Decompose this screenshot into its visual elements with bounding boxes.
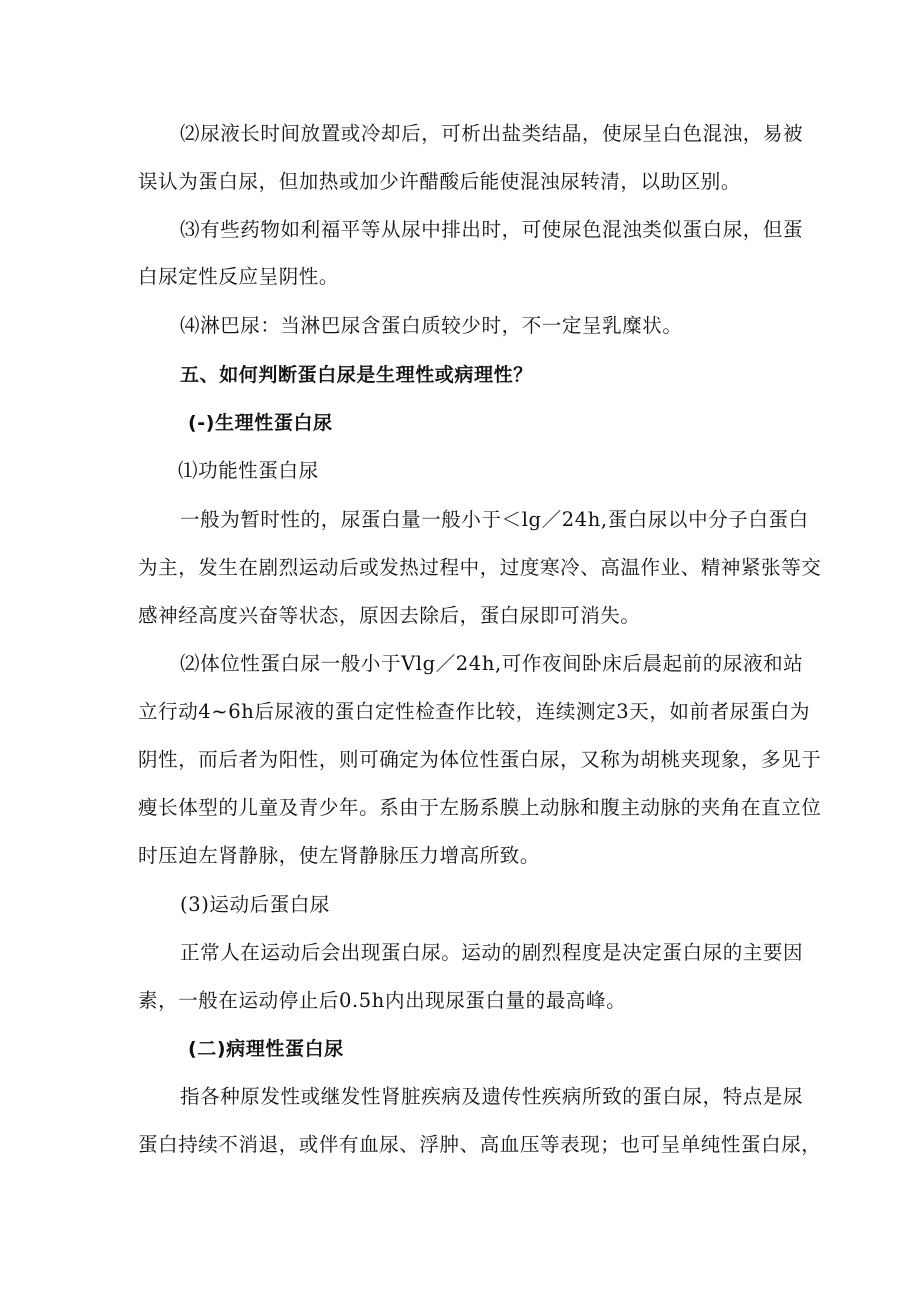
paragraph-line: ⑵体位性蛋白尿一般小于Vlg／24h,可作夜间卧床后晨起前的尿液和站: [180, 652, 804, 675]
paragraph-line: 正常人在运动后会出现蛋白尿。运动的剧烈程度是决定蛋白尿的主要因: [180, 941, 804, 964]
paragraph-line: 立行动4~6h后尿液的蛋白定性检查作比较，连续测定3天，如前者尿蛋白为: [138, 700, 811, 723]
subsection-heading: (-)生理性蛋白尿: [188, 412, 333, 434]
section-heading: 五、如何判断蛋白尿是生理性或病理性？: [180, 364, 533, 386]
item-heading: ⑴功能性蛋白尿: [178, 459, 319, 482]
paragraph-line: 为主，发生在剧烈运动后或发热过程中，过度寒冷、高温作业、精神紧张等交: [138, 556, 822, 579]
paragraph-line: ⑶有些药物如利福平等从尿中排出时，可使尿色混浊类似蛋白尿，但蛋: [180, 218, 804, 241]
item-heading: (3)运动后蛋白尿: [180, 893, 331, 916]
subsection-heading: (二)病理性蛋白尿: [188, 1038, 344, 1060]
paragraph-line: 指各种原发性或继发性肾脏疾病及遗传性疾病所致的蛋白尿，特点是尿: [180, 1085, 804, 1108]
paragraph-line: 白尿定性反应呈阴性。: [138, 265, 340, 288]
paragraph-line: 时压迫左肾静脉，使左肾静脉压力增高所致。: [138, 844, 541, 867]
paragraph-line: 素，一般在运动停止后0.5h内出现尿蛋白量的最高峰。: [138, 989, 627, 1012]
paragraph-line: ⑵尿液长时间放置或冷却后，可析出盐类结晶，使尿呈白色混浊，易被: [180, 122, 804, 145]
paragraph-line: 误认为蛋白尿，但加热或加少许醋酸后能使混浊尿转清，以助区别。: [138, 170, 742, 193]
paragraph-line: 蛋白持续不消退，或伴有血尿、浮肿、高血压等表现；也可呈单纯性蛋白尿，: [138, 1133, 822, 1156]
paragraph-line: 一般为暂时性的，尿蛋白量一般小于＜lg／24h,蛋白尿以中分子白蛋白: [180, 508, 809, 531]
paragraph-line: 瘦长体型的儿童及青少年。系由于左肠系膜上动脉和腹主动脉的夹角在直立位: [138, 796, 822, 819]
paragraph-line: ⑷淋巴尿：当淋巴尿含蛋白质较少时，不一定呈乳糜状。: [180, 314, 683, 337]
paragraph-line: 阴性，而后者为阳性，则可确定为体位性蛋白尿，又称为胡桃夹现象，多见于: [138, 748, 822, 771]
paragraph-line: 感神经高度兴奋等状态，原因去除后，蛋白尿即可消失。: [138, 604, 641, 627]
